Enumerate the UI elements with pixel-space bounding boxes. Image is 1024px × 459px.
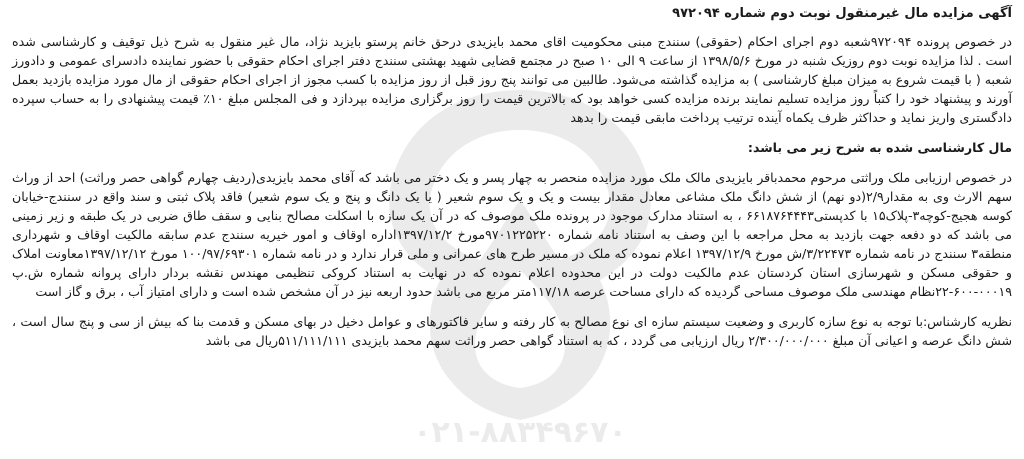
paragraph-auction-terms: در خصوص پرونده ۹۷۲۰۹۴شعبه دوم اجرای احکام (حقوقی) سنندج مبنی محکومیت اقای محمد بایزیدی درحق خانم پرستو بایزید نژاد، مال غیر منقول به شرح ذیل توقیف و کارشناسی شده است . لذا مزایده نوبت دوم روزیک شنبه در مورخ ۱۳۹۸/۵/۶ از ساعت ۹ الی ۱۰ صبح در مجتمع قضایی شهید بهشتی سنندج دفتر اجرای احکام حقوقی با حضور نماینده دادسرای عمومی و دادورز شعبه ( با قیمت شروع به میزان مبلغ کارشناسی ) به مزایده گذاشته می‌شود. طالبین می توانند پنج روز قبل از روز مزایده با کسب مجوز از اجرای احکام حقوقی از مال مورد مزایده بازدید بعمل آورند و پیشنهاد خود را کتباً روز مزایده تسلیم نمایند برنده مزایده کسی خواهد بود که بالاترین قیمت را روز برگزاری مزایده بپردازد و فی المجلس مبلغ ۱۰٪ قیمت پیشنهادی را به حساب سپرده دادگستری واریز نماید و حداکثر ظرف یکماه آینده ترتیب پرداخت مابقی قیمت را بدهد	[12, 34, 1013, 125]
section-subtitle: مال کارشناسی شده به شرح زیر می باشد:	[747, 140, 1012, 155]
paragraph-expert-opinion: نظریه کارشناس:با توجه به نوع سازه کاربری و وضعیت سیستم سازه ای نوع مصالح به کار رفته و سایر فاکتورهای و عوامل دخیل در بهای مسکن و قدمت بنا که بیش از سی و پنج سال است ، شش دانگ عرصه و اعیانی آن مبلغ ۲/۳۰۰/۰۰۰/۰۰۰ ریال ارزیابی می گردد ، که به استناد گواهی حصر وراثت سهم محمد بایزیدی ۵۱۱/۱۱۱/۱۱۱ریال می باشد	[12, 314, 1012, 348]
paragraph-property-description: در خصوص ارزیابی ملک وراثتی مرحوم محمدباقر بایزیدی مالک ملک مورد مزایده منحصر به چهار پسر و یک دختر می باشد که آقای محمد بایزیدی(ردیف چهارم گواهی حصر وراثت) احد از وراث سهم الارث وی به مقدار۲/۹(دو نهم) از شش دانگ ملک مشاعی معادل مقدار بیست و یک و یک سوم شعیر ( یا یک دانگ و پنج و یک سوم شعیر) فاقد پلاک ثبتی و سند واقع در سنندج-خیابان کوسه هجیج-کوچه۳-پلاک۱۵ با کدپستی۶۶۱۸۷۶۴۴۴۳ ، به استناد مدارک موجود در پرونده ملک موصوف که در آن یک سازه با اسکلت مصالح بنایی و سقف طاق ضربی در یک طبقه و زیر زمینی می باشد که دو دفعه جهت بازدید به محل مراجعه با این وصف به استناد نامه شماره ۹۷۰۱۲۲۵۲۲۰مورخ ۱۳۹۷/۱۲/۲اداره اوقاف و امور خیریه سنندج عدم سابقه مالکیت اوقاف و شهرداری منطقه۳ سنندج در نامه شماره ۳/۲۲۴۷۳/ش مورخ ۱۳۹۷/۱۲/۹ اعلام نموده که ملک در مسیر طرح های عمرانی و ملی قرار ندارد و در نامه شماره ۱۰۰/۹۷/۶۹۳۰۱ مورخ ۱۳۹۷/۱۲/۱۲معاونت املاک و حقوقی مسکن و شهرسازی استان کردستان عدم مالکیت دولت در این محدوده اعلام نموده که در نهایت به استناد کروکی تنظیمی مهندس نقشه بردار دارای پروانه شماره ش.پ ۰۰۰۱۹-۶۰۰-۲۲نظام مهندسی ملک موصوف مساحی گردیده که دارای مساحت عرصه ۱۱۷/۱۸متر مربع می باشد حدود اربعه نیز در آن مشخص شده است و دارای امتیاز آب ، برق و گاز است	[12, 170, 1013, 299]
watermark-phone: ۰۲۱-۸۸۳۴۹۶۷۰	[413, 415, 627, 450]
document-title: آگهی مزایده مال غیرمنقول نوبت دوم شماره ۹۷۲۰۹۴	[672, 6, 1012, 21]
